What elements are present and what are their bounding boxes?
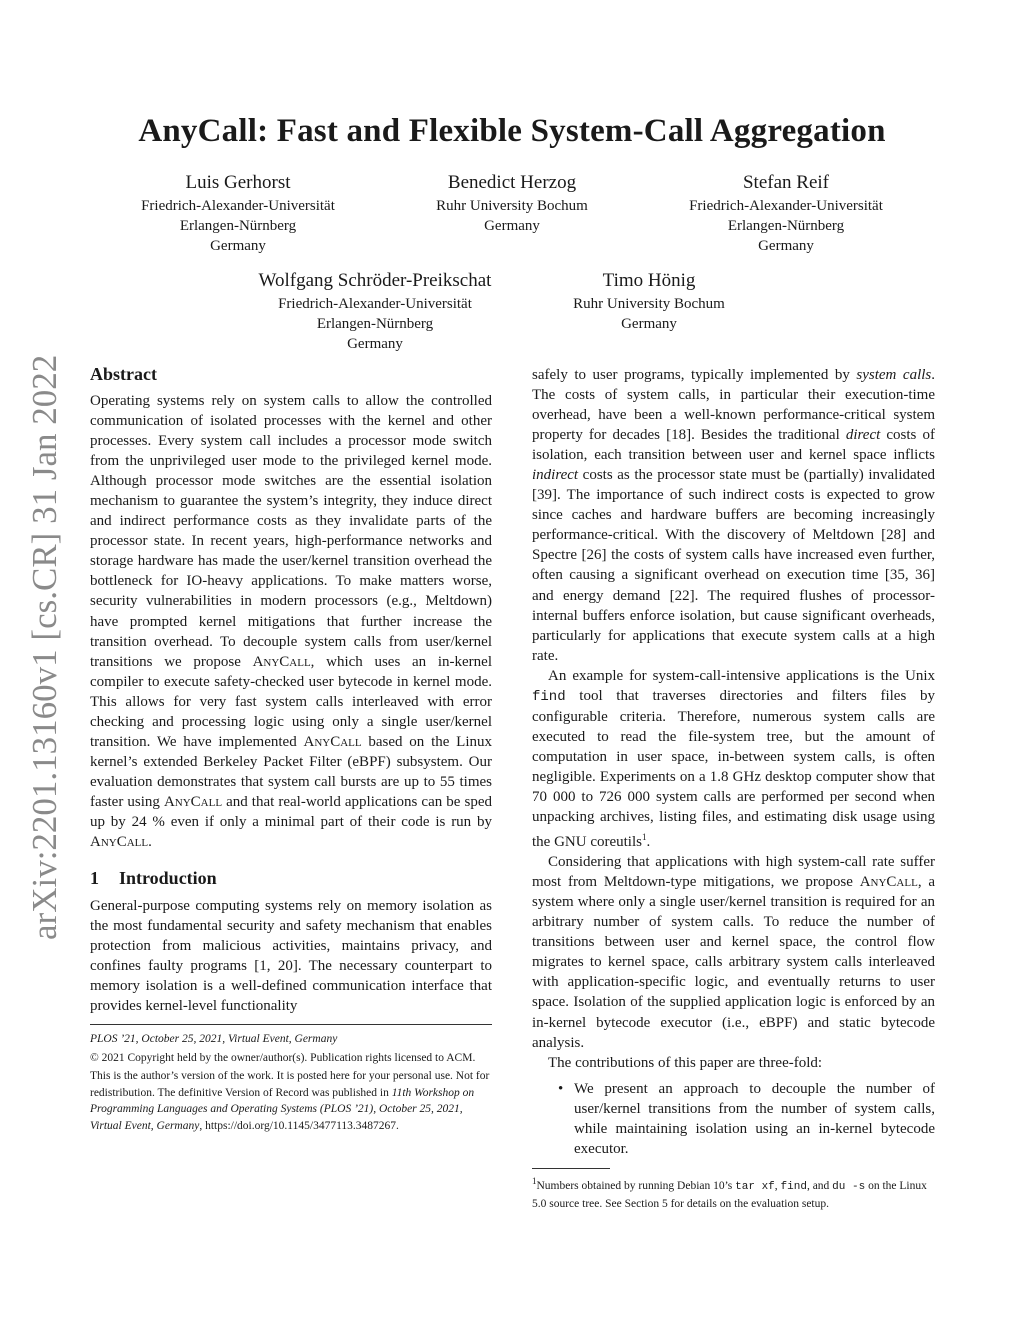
- author-affiliation: Friedrich-Alexander-Universität: [141, 198, 335, 214]
- author-block: [240, 268, 510, 354]
- author-block: [666, 170, 906, 256]
- author-name: Timo Hönig: [602, 270, 696, 291]
- section-heading-introduction: 1 Introduction: [90, 868, 217, 889]
- abstract-heading: Abstract: [90, 364, 157, 384]
- intro-paragraph: General-purpose computing systems rely on memory isolation as the most fundamental security and safety mechanism that enables protection from malicious activities, maintains privacy, and confines faulty programs [1, 20]. The necessary counterpart to memory isolation is a well-defined communication interface that provides kernel-level functionality: [90, 898, 492, 1015]
- footnote-marker: 1: [641, 832, 647, 843]
- author-country: Germany: [347, 336, 403, 352]
- author-block: [392, 170, 632, 236]
- author-country: Germany: [210, 238, 266, 254]
- author-country: Germany: [621, 316, 677, 332]
- author-affiliation: Erlangen-Nürnberg: [316, 316, 434, 332]
- author-name: Luis Gerhorst: [185, 172, 291, 193]
- author-country: Germany: [758, 238, 814, 254]
- author-affiliation: Erlangen-Nürnberg: [179, 218, 297, 234]
- left-column: [90, 362, 492, 1136]
- author-block: [118, 170, 358, 256]
- abstract-text: Operating systems rely on system calls to allow the controlled communication of isolated processes with the kernel and other processes. Every system call includes a processor mode switch from the unprivileged user mode to the privileged kernel mode. Although processor mode switches are the essential isolation mechanism to guarantee the system’s integrity, they induce direct and indirect performance costs as they invalidate parts of the processor state. In recent years, high-performance networks and storage hardware has made the user/kernel transition overhead the bottleneck for IO-heavy applications. To make matters worse, security vulnerabilities in modern processors (e.g., Meltdown) have prompted kernel mitigations that further increase the transition overhead. To decouple system calls from user/kernel transitions we propose AnyCall, which uses an in-kernel compiler to execute safety-checked user bytecode in kernel mode. This allows for very fast system calls interleaved with error checking and processing logic using only a single user/kernel transition. We have implemented AnyCall based on the Linux kernel’s extended Berkeley Packet Filter (eBPF) subsystem. Our evaluation demonstrates that system call bursts are up to 55 times faster using AnyCall and that real-world applications can be sped up by 24 % even if only a minimal part of their code is run by AnyCall.: [90, 393, 492, 851]
- author-affiliation: Friedrich-Alexander-Universität: [278, 296, 472, 312]
- author-affiliation: Friedrich-Alexander-Universität: [689, 198, 883, 214]
- body-paragraph: The contributions of this paper are three-fold:: [548, 1054, 823, 1071]
- footnote: $^1$Numbers obtained by running Debian 10’s tar xf, find, and du -s on the Linux 5.0 source tree. See Section 5 for details on the evaluation setup.: [532, 1175, 927, 1210]
- arxiv-stamp: arXiv:2201.13160v1 [cs.CR] 31 Jan 2022: [25, 354, 64, 940]
- author-name: Wolfgang Schröder-Preikschat: [258, 270, 492, 291]
- body-paragraph: Considering that applications with high system-call rate suffer most from Meltdown-type mitigations, we propose AnyCall, a system where only a single user/kernel transition is required for an arbitrary number of system calls. To reduce the number of transitions between user and kernel space, the control flow migrates to kernel space, calls arbitrary system calls interleaved with application-specific logic, and eventually returns to user space. Isolation of the supplied application logic is enforced by an in-kernel bytecode executor (i.e., eBPF) and static bytecode analysis.: [532, 854, 935, 1051]
- author-name: Stefan Reif: [742, 172, 829, 193]
- author-affiliation: Ruhr University Bochum: [573, 296, 725, 312]
- paper-title: AnyCall: Fast and Flexible System-Call Aggregation: [138, 113, 886, 149]
- copyright-block: [90, 1031, 492, 1134]
- body-paragraph: An example for system-call-intensive applications is the Unix find tool that traverses directories and filters files by configurable criteria. Therefore, numerous system calls are executed to read the file-system tree, but the amount of computation in user space, in-between system calls, is often negligible. Experiments on a 1.8 GHz desktop computer show that 70 000 to 726 000 system calls are performed per second when unpacking archives, listing files, and estimating disk usage using the GNU coreutils$^1$.: [532, 667, 935, 851]
- footnote-divider: [532, 1168, 610, 1169]
- body-paragraph: safely to user programs, typically implemented by system calls. The costs of system calls, in particular their execution-time overhead, have been a well-known performance-critical system property for decades [18]. Besides the traditional direct costs of isolation, each transition between user and kernel space inflicts indirect costs as the processor state must be (partially) invalidated [39]. The importance of such indirect costs is expected to grow since caches and hardware buffers are becoming increasingly performance-critical. With the discovery of Meltdown [28] and Spectre [26] the costs of system calls have increased even further, often causing a significant overhead on execution time [35, 36] and energy demand [22]. The required flushes of processor-internal buffers enforce isolation, but cause significant overheads, particularly for applications that execute system calls at a high rate.: [532, 367, 935, 664]
- author-block: [529, 268, 769, 334]
- author-affiliation: Erlangen-Nürnberg: [727, 218, 845, 234]
- author-country: Germany: [484, 218, 540, 234]
- venue-line: PLOS ’21, October 25, 2021, Virtual Event, Germany: [90, 1033, 338, 1046]
- contribution-list: [532, 1079, 935, 1159]
- footnote-divider: [90, 1024, 492, 1025]
- bullet-icon: •: [558, 1080, 564, 1097]
- copyright-line: © 2021 Copyright held by the owner/author(s). Publication rights licensed to ACM.: [90, 1051, 476, 1064]
- version-note: This is the author’s version of the work. It is posted here for your personal use. Not for redistribution. The definitive Version of Record was published in 11th Workshop on Programming Languages and Operating Systems (PLOS ’21), October 25, 2021, Virtual Event, Germany, https://doi.org/10.1145/3477113.3487267.: [90, 1070, 490, 1132]
- list-item: • We present an approach to decouple the number of user/kernel transitions from the number of system calls, while maintaining isolation using an in-kernel bytecode executor.: [558, 1080, 935, 1157]
- author-affiliation: Ruhr University Bochum: [436, 198, 588, 214]
- author-name: Benedict Herzog: [447, 172, 577, 193]
- right-column: [532, 365, 935, 1213]
